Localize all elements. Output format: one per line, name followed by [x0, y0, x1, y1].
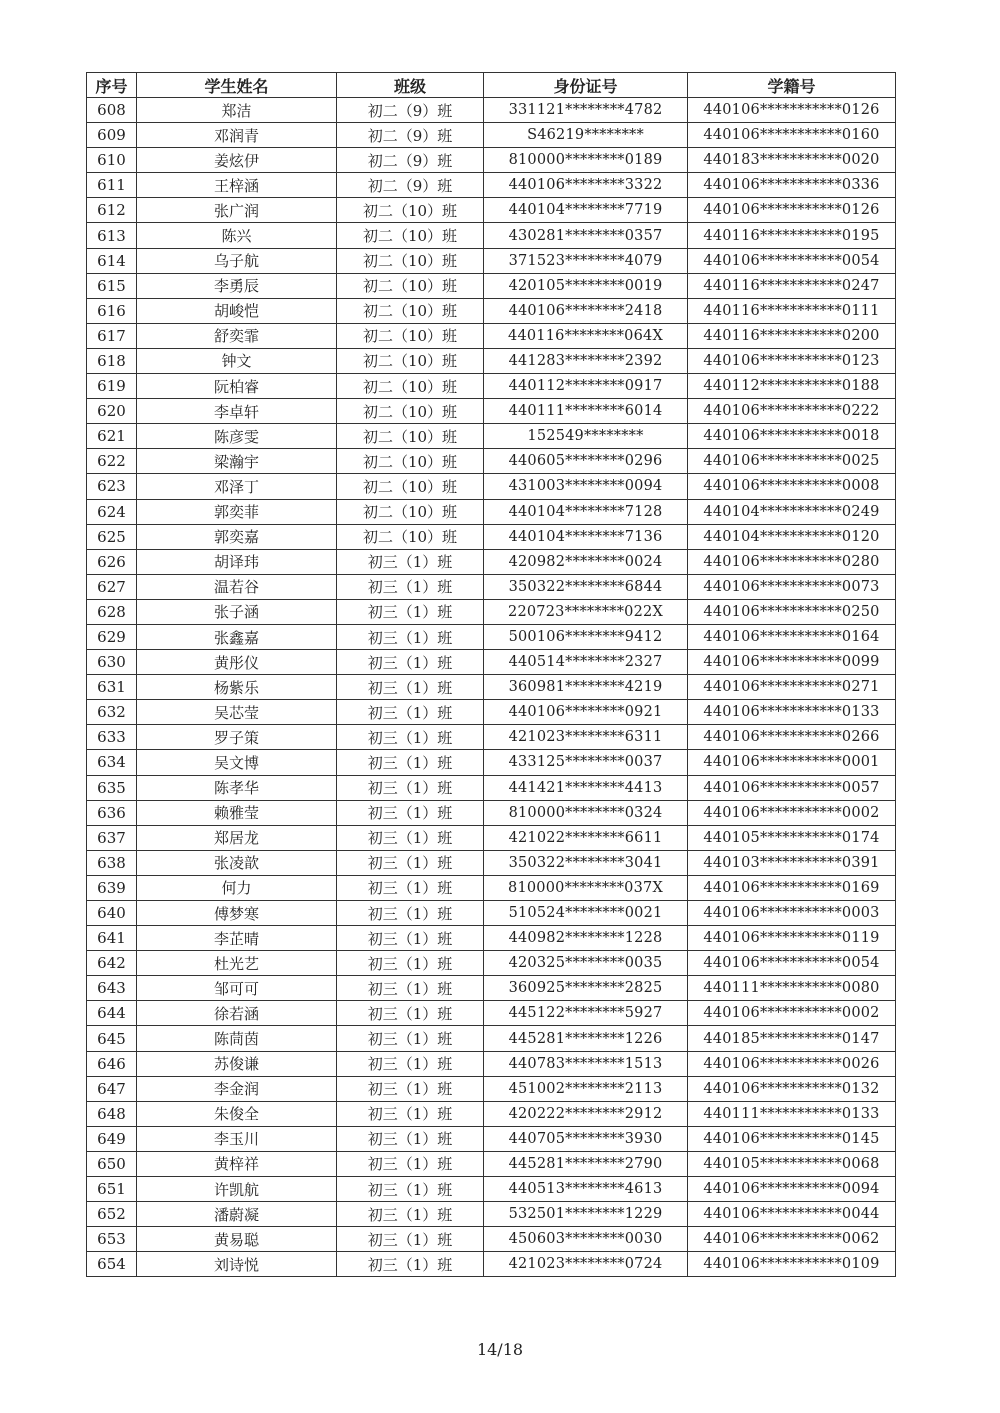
id-number: 331121********4782 — [484, 98, 688, 123]
student-number: 440106***********0250 — [688, 599, 896, 624]
class-name: 初三（1）班 — [337, 1101, 484, 1126]
student-number: 440106***********0025 — [688, 449, 896, 474]
id-number: 510524********0021 — [484, 901, 688, 926]
class-name: 初三（1）班 — [337, 1076, 484, 1101]
class-name: 初三（1）班 — [337, 1151, 484, 1176]
student-name: 徐若涵 — [137, 1001, 337, 1026]
id-number: 420222********2912 — [484, 1101, 688, 1126]
row-index: 643 — [87, 976, 137, 1001]
student-number: 440112***********0188 — [688, 374, 896, 399]
table-row — [87, 650, 896, 675]
table-row — [87, 1177, 896, 1202]
class-name: 初二（10）班 — [337, 449, 484, 474]
student-name: 乌子航 — [137, 248, 337, 273]
student-number: 440106***********0099 — [688, 650, 896, 675]
table-row — [87, 449, 896, 474]
student-name: 邹可可 — [137, 976, 337, 1001]
id-number: 440514********2327 — [484, 650, 688, 675]
row-index: 625 — [87, 524, 137, 549]
student-name: 吴芯莹 — [137, 700, 337, 725]
student-number: 440106***********0026 — [688, 1051, 896, 1076]
id-number: 440112********0917 — [484, 374, 688, 399]
table-row — [87, 850, 896, 875]
table-row — [87, 424, 896, 449]
row-index: 611 — [87, 173, 137, 198]
table-row — [87, 901, 896, 926]
id-number: 360981********4219 — [484, 675, 688, 700]
id-number: 440106********3322 — [484, 173, 688, 198]
id-number: 440104********7136 — [484, 524, 688, 549]
row-index: 653 — [87, 1227, 137, 1252]
class-name: 初二（10）班 — [337, 248, 484, 273]
class-name: 初三（1）班 — [337, 650, 484, 675]
student-number: 440106***********0062 — [688, 1227, 896, 1252]
student-name: 苏俊谦 — [137, 1051, 337, 1076]
class-name: 初三（1）班 — [337, 624, 484, 649]
table-row — [87, 926, 896, 951]
table-row — [87, 951, 896, 976]
class-name: 初三（1）班 — [337, 875, 484, 900]
row-index: 620 — [87, 399, 137, 424]
row-index: 654 — [87, 1252, 137, 1277]
id-number: 421023********6311 — [484, 725, 688, 750]
class-name: 初二（10）班 — [337, 524, 484, 549]
class-name: 初二（10）班 — [337, 399, 484, 424]
student-name: 傅梦寒 — [137, 901, 337, 926]
student-name: 郭奕菲 — [137, 499, 337, 524]
id-number: 440106********2418 — [484, 298, 688, 323]
student-number: 440106***********0018 — [688, 424, 896, 449]
id-number: 441421********4413 — [484, 775, 688, 800]
class-name: 初二（10）班 — [337, 298, 484, 323]
class-name: 初三（1）班 — [337, 1051, 484, 1076]
student-number: 440106***********0003 — [688, 901, 896, 926]
table-row — [87, 825, 896, 850]
table-row — [87, 574, 896, 599]
row-index: 637 — [87, 825, 137, 850]
class-name: 初三（1）班 — [337, 574, 484, 599]
class-name: 初三（1）班 — [337, 1227, 484, 1252]
table-row — [87, 750, 896, 775]
row-index: 638 — [87, 850, 137, 875]
class-name: 初三（1）班 — [337, 926, 484, 951]
student-number: 440106***********0133 — [688, 700, 896, 725]
class-name: 初三（1）班 — [337, 599, 484, 624]
table-row — [87, 549, 896, 574]
student-number: 440105***********0068 — [688, 1151, 896, 1176]
student-name: 张凌歆 — [137, 850, 337, 875]
student-name: 胡峻恺 — [137, 298, 337, 323]
row-index: 639 — [87, 875, 137, 900]
row-index: 648 — [87, 1101, 137, 1126]
class-name: 初二（9）班 — [337, 123, 484, 148]
row-index: 649 — [87, 1126, 137, 1151]
student-name: 邓泽丁 — [137, 474, 337, 499]
table-row — [87, 1126, 896, 1151]
class-name: 初三（1）班 — [337, 725, 484, 750]
class-name: 初二（10）班 — [337, 424, 484, 449]
page-number: 14/18 — [476, 1340, 524, 1359]
student-table — [86, 72, 896, 1277]
table-row — [87, 198, 896, 223]
class-name: 初三（1）班 — [337, 850, 484, 875]
table-row — [87, 1151, 896, 1176]
table-row — [87, 323, 896, 348]
student-name: 张广润 — [137, 198, 337, 223]
row-index: 646 — [87, 1051, 137, 1076]
student-name: 黄梓祥 — [137, 1151, 337, 1176]
student-name: 黄易聪 — [137, 1227, 337, 1252]
student-name: 阮柏睿 — [137, 374, 337, 399]
student-number: 440106***********0054 — [688, 951, 896, 976]
row-index: 633 — [87, 725, 137, 750]
id-number: 445281********1226 — [484, 1026, 688, 1051]
student-name: 赖雅莹 — [137, 800, 337, 825]
table-row — [87, 599, 896, 624]
row-index: 623 — [87, 474, 137, 499]
student-number: 440106***********0094 — [688, 1177, 896, 1202]
class-name: 初三（1）班 — [337, 775, 484, 800]
id-number: 152549******** — [484, 424, 688, 449]
class-name: 初三（1）班 — [337, 800, 484, 825]
student-name: 王梓涵 — [137, 173, 337, 198]
id-number: 810000********0324 — [484, 800, 688, 825]
table-row — [87, 675, 896, 700]
class-name: 初三（1）班 — [337, 549, 484, 574]
student-number: 440106***********0109 — [688, 1252, 896, 1277]
table-row — [87, 273, 896, 298]
class-name: 初二（9）班 — [337, 98, 484, 123]
id-number: 445281********2790 — [484, 1151, 688, 1176]
table-row — [87, 374, 896, 399]
row-index: 619 — [87, 374, 137, 399]
student-name: 郭奕嘉 — [137, 524, 337, 549]
table-row — [87, 123, 896, 148]
id-number: 440116********064X — [484, 323, 688, 348]
table-row — [87, 1227, 896, 1252]
id-number: 440104********7128 — [484, 499, 688, 524]
student-name: 许凯航 — [137, 1177, 337, 1202]
student-number: 440106***********0057 — [688, 775, 896, 800]
class-name: 初三（1）班 — [337, 700, 484, 725]
id-number: 810000********037X — [484, 875, 688, 900]
row-index: 609 — [87, 123, 137, 148]
row-index: 640 — [87, 901, 137, 926]
id-number: 420325********0035 — [484, 951, 688, 976]
student-number: 440116***********0200 — [688, 323, 896, 348]
student-name: 李芷晴 — [137, 926, 337, 951]
student-name: 陈兴 — [137, 223, 337, 248]
row-index: 613 — [87, 223, 137, 248]
table-row — [87, 248, 896, 273]
student-name: 胡译玮 — [137, 549, 337, 574]
student-number: 440106***********0002 — [688, 800, 896, 825]
table-row — [87, 700, 896, 725]
student-number: 440106***********0119 — [688, 926, 896, 951]
student-name: 陈彦雯 — [137, 424, 337, 449]
table-row — [87, 98, 896, 123]
table-row — [87, 298, 896, 323]
table-row — [87, 1051, 896, 1076]
row-index: 632 — [87, 700, 137, 725]
student-name: 李卓轩 — [137, 399, 337, 424]
row-index: 634 — [87, 750, 137, 775]
class-name: 初三（1）班 — [337, 1126, 484, 1151]
student-number: 440106***********0044 — [688, 1202, 896, 1227]
row-index: 615 — [87, 273, 137, 298]
student-name: 杜光艺 — [137, 951, 337, 976]
id-number: 440783********1513 — [484, 1051, 688, 1076]
row-index: 652 — [87, 1202, 137, 1227]
table-row — [87, 499, 896, 524]
student-number: 440183***********0020 — [688, 148, 896, 173]
table-row — [87, 800, 896, 825]
class-name: 初三（1）班 — [337, 825, 484, 850]
class-name: 初二（10）班 — [337, 474, 484, 499]
student-number: 440104***********0120 — [688, 524, 896, 549]
student-name: 李玉川 — [137, 1126, 337, 1151]
student-name: 朱俊全 — [137, 1101, 337, 1126]
student-number: 440106***********0336 — [688, 173, 896, 198]
student-name: 张子涵 — [137, 599, 337, 624]
student-name: 温若谷 — [137, 574, 337, 599]
table-row — [87, 474, 896, 499]
student-number: 440116***********0195 — [688, 223, 896, 248]
row-index: 610 — [87, 148, 137, 173]
class-name: 初二（10）班 — [337, 374, 484, 399]
row-index: 650 — [87, 1151, 137, 1176]
header-student-number: 学籍号 — [688, 73, 896, 98]
id-number: 532501********1229 — [484, 1202, 688, 1227]
id-number: 371523********4079 — [484, 248, 688, 273]
id-number: 440104********7719 — [484, 198, 688, 223]
class-name: 初三（1）班 — [337, 1202, 484, 1227]
student-number: 440106***********0222 — [688, 399, 896, 424]
row-index: 612 — [87, 198, 137, 223]
class-name: 初二（10）班 — [337, 273, 484, 298]
class-name: 初二（10）班 — [337, 499, 484, 524]
class-name: 初二（9）班 — [337, 148, 484, 173]
id-number: 440111********6014 — [484, 399, 688, 424]
student-number: 440116***********0247 — [688, 273, 896, 298]
id-number: 220723********022X — [484, 599, 688, 624]
student-number: 440103***********0391 — [688, 850, 896, 875]
table-row — [87, 399, 896, 424]
id-number: 451002********2113 — [484, 1076, 688, 1101]
table-row — [87, 1101, 896, 1126]
student-name: 张鑫嘉 — [137, 624, 337, 649]
class-name: 初二（10）班 — [337, 223, 484, 248]
table-row — [87, 1252, 896, 1277]
id-number: 445122********5927 — [484, 1001, 688, 1026]
table-row — [87, 624, 896, 649]
class-name: 初三（1）班 — [337, 901, 484, 926]
table-row — [87, 173, 896, 198]
student-name: 梁瀚宇 — [137, 449, 337, 474]
student-name: 陈孝华 — [137, 775, 337, 800]
student-name: 邓润青 — [137, 123, 337, 148]
id-number: 440106********0921 — [484, 700, 688, 725]
class-name: 初三（1）班 — [337, 1026, 484, 1051]
id-number: 440982********1228 — [484, 926, 688, 951]
table-row — [87, 348, 896, 373]
student-name: 李勇辰 — [137, 273, 337, 298]
student-number: 440106***********0123 — [688, 348, 896, 373]
student-number: 440106***********0073 — [688, 574, 896, 599]
id-number: 433125********0037 — [484, 750, 688, 775]
id-number: 440513********4613 — [484, 1177, 688, 1202]
student-number: 440106***********0002 — [688, 1001, 896, 1026]
student-name: 黄彤仪 — [137, 650, 337, 675]
student-number: 440106***********0160 — [688, 123, 896, 148]
student-name: 郑洁 — [137, 98, 337, 123]
student-name: 罗子策 — [137, 725, 337, 750]
row-index: 630 — [87, 650, 137, 675]
student-number: 440106***********0271 — [688, 675, 896, 700]
row-index: 641 — [87, 926, 137, 951]
row-index: 631 — [87, 675, 137, 700]
student-number: 440106***********0008 — [688, 474, 896, 499]
id-number: 350322********6844 — [484, 574, 688, 599]
row-index: 617 — [87, 323, 137, 348]
student-number: 440104***********0249 — [688, 499, 896, 524]
id-number: 430281********0357 — [484, 223, 688, 248]
table-row — [87, 148, 896, 173]
row-index: 614 — [87, 248, 137, 273]
student-number: 440106***********0001 — [688, 750, 896, 775]
student-number: 440106***********0054 — [688, 248, 896, 273]
class-name: 初二（10）班 — [337, 348, 484, 373]
student-name: 陈茼茵 — [137, 1026, 337, 1051]
student-number: 440111***********0080 — [688, 976, 896, 1001]
student-number: 440106***********0266 — [688, 725, 896, 750]
student-number: 440106***********0126 — [688, 198, 896, 223]
student-name: 杨紫乐 — [137, 675, 337, 700]
student-name: 刘诗悦 — [137, 1252, 337, 1277]
class-name: 初二（10）班 — [337, 323, 484, 348]
student-number: 440105***********0174 — [688, 825, 896, 850]
id-number: 431003********0094 — [484, 474, 688, 499]
table-row — [87, 725, 896, 750]
id-number: 440605********0296 — [484, 449, 688, 474]
table-row — [87, 875, 896, 900]
class-name: 初二（9）班 — [337, 173, 484, 198]
row-index: 635 — [87, 775, 137, 800]
class-name: 初三（1）班 — [337, 750, 484, 775]
table-header-row — [87, 73, 896, 98]
row-index: 629 — [87, 624, 137, 649]
id-number: 350322********3041 — [484, 850, 688, 875]
id-number: 421022********6611 — [484, 825, 688, 850]
student-number: 440106***********0126 — [688, 98, 896, 123]
header-student-name: 学生姓名 — [137, 73, 337, 98]
row-index: 645 — [87, 1026, 137, 1051]
id-number: 500106********9412 — [484, 624, 688, 649]
row-index: 628 — [87, 599, 137, 624]
header-index: 序号 — [87, 73, 137, 98]
student-name: 吴文博 — [137, 750, 337, 775]
class-name: 初三（1）班 — [337, 675, 484, 700]
class-name: 初三（1）班 — [337, 1177, 484, 1202]
student-name: 舒奕霏 — [137, 323, 337, 348]
student-name: 姜炫伊 — [137, 148, 337, 173]
header-class: 班级 — [337, 73, 484, 98]
row-index: 644 — [87, 1001, 137, 1026]
row-index: 618 — [87, 348, 137, 373]
row-index: 627 — [87, 574, 137, 599]
student-list-sheet — [86, 72, 895, 1277]
row-index: 636 — [87, 800, 137, 825]
row-index: 642 — [87, 951, 137, 976]
student-number: 440106***********0280 — [688, 549, 896, 574]
id-number: 421023********0724 — [484, 1252, 688, 1277]
student-number: 440185***********0147 — [688, 1026, 896, 1051]
student-number: 440106***********0164 — [688, 624, 896, 649]
table-row — [87, 1202, 896, 1227]
table-row — [87, 976, 896, 1001]
row-index: 624 — [87, 499, 137, 524]
id-number: 360925********2825 — [484, 976, 688, 1001]
table-row — [87, 1001, 896, 1026]
row-index: 651 — [87, 1177, 137, 1202]
row-index: 608 — [87, 98, 137, 123]
student-name: 郑居龙 — [137, 825, 337, 850]
student-number: 440106***********0132 — [688, 1076, 896, 1101]
id-number: 420982********0024 — [484, 549, 688, 574]
id-number: 810000********0189 — [484, 148, 688, 173]
table-row — [87, 775, 896, 800]
id-number: 440705********3930 — [484, 1126, 688, 1151]
table-row — [87, 524, 896, 549]
student-number: 440116***********0111 — [688, 298, 896, 323]
class-name: 初二（10）班 — [337, 198, 484, 223]
table-row — [87, 1076, 896, 1101]
student-number: 440106***********0145 — [688, 1126, 896, 1151]
student-name: 李金润 — [137, 1076, 337, 1101]
id-number: 420105********0019 — [484, 273, 688, 298]
id-number: S46219******** — [484, 123, 688, 148]
row-index: 622 — [87, 449, 137, 474]
row-index: 626 — [87, 549, 137, 574]
student-name: 钟文 — [137, 348, 337, 373]
id-number: 450603********0030 — [484, 1227, 688, 1252]
row-index: 616 — [87, 298, 137, 323]
header-id-number: 身份证号 — [484, 73, 688, 98]
table-row — [87, 223, 896, 248]
class-name: 初三（1）班 — [337, 1001, 484, 1026]
table-row — [87, 1026, 896, 1051]
class-name: 初三（1）班 — [337, 1252, 484, 1277]
row-index: 647 — [87, 1076, 137, 1101]
student-number: 440106***********0169 — [688, 875, 896, 900]
student-name: 何力 — [137, 875, 337, 900]
student-number: 440111***********0133 — [688, 1101, 896, 1126]
class-name: 初三（1）班 — [337, 976, 484, 1001]
class-name: 初三（1）班 — [337, 951, 484, 976]
row-index: 621 — [87, 424, 137, 449]
student-name: 潘蔚凝 — [137, 1202, 337, 1227]
id-number: 441283********2392 — [484, 348, 688, 373]
